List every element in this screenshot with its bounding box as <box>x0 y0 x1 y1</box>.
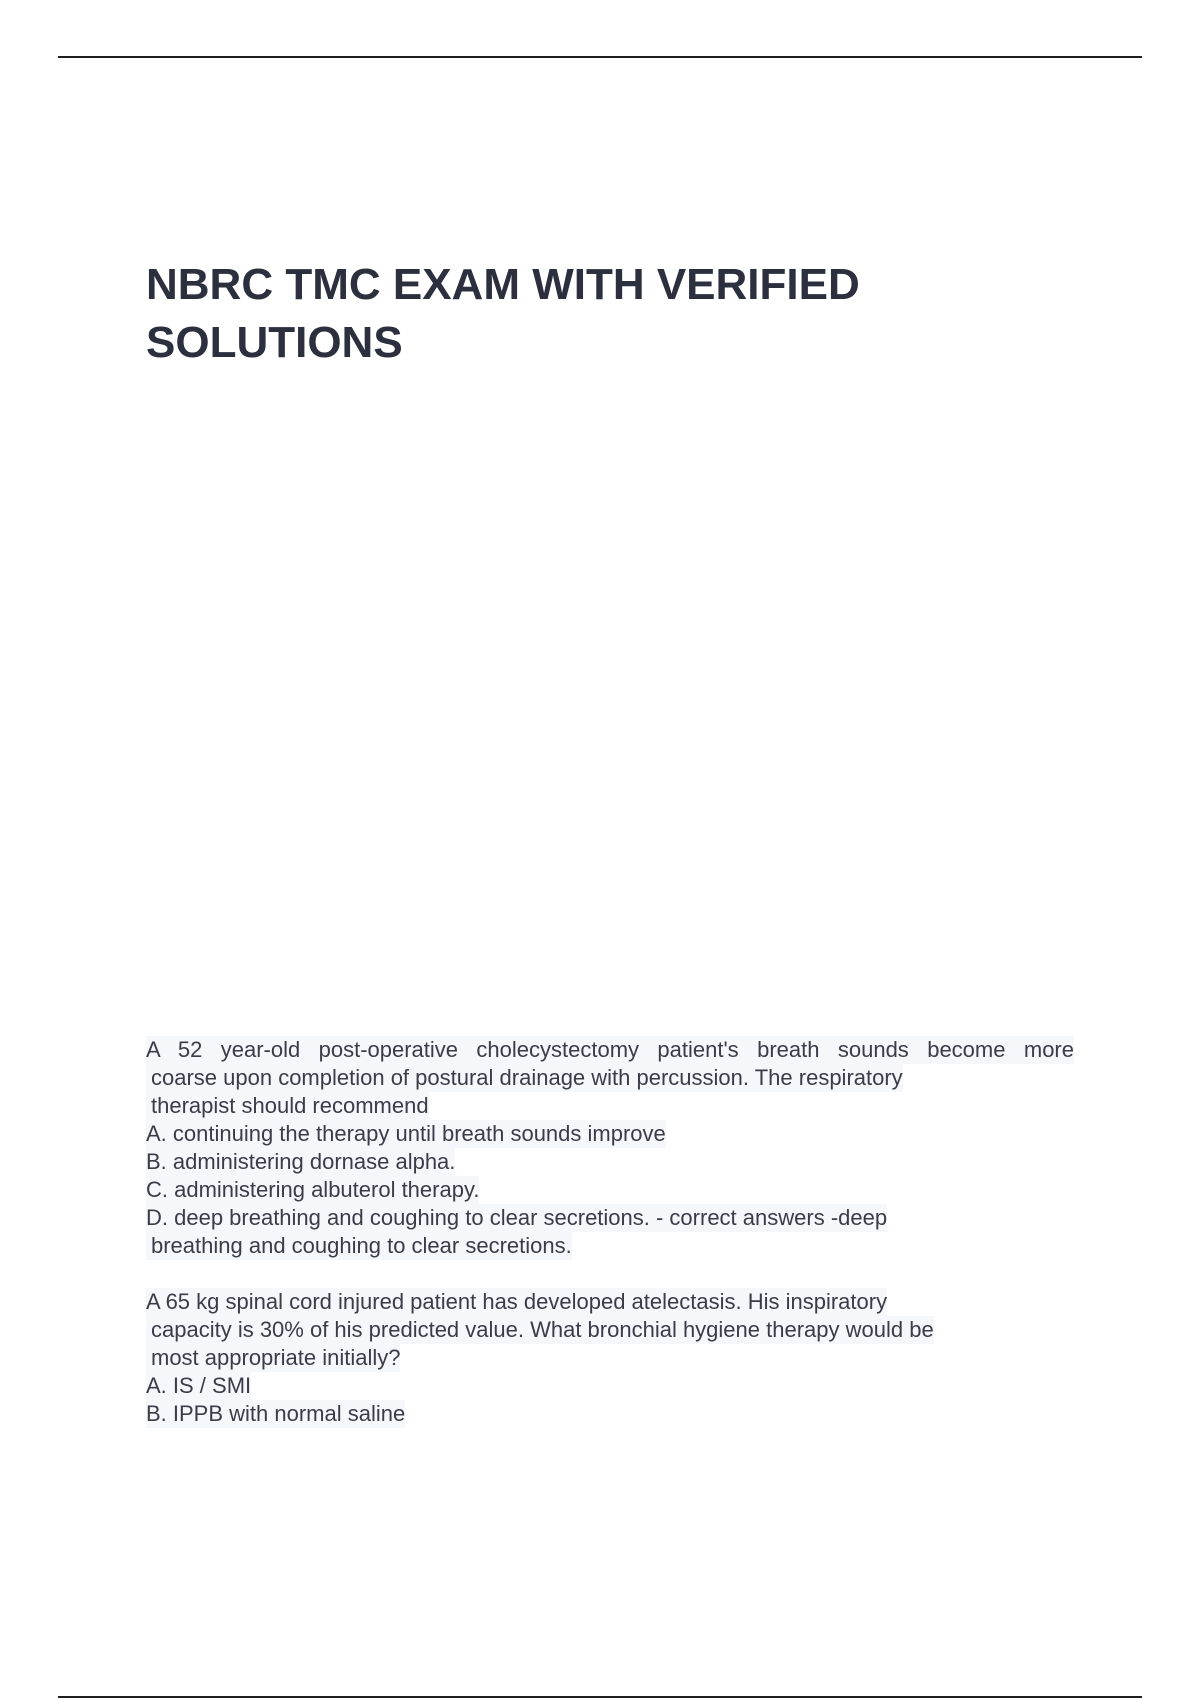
top-rule <box>58 56 1142 58</box>
question-2-stem-line-3: most appropriate initially? <box>146 1344 400 1372</box>
question-1-option-a: A. continuing the therapy until breath sounds improve <box>146 1121 666 1146</box>
title-line-2: SOLUTIONS <box>146 318 403 367</box>
question-1-answer: breathing and coughing to clear secretions. <box>146 1232 572 1260</box>
question-1-stem-line-1: A 52 year-old post-operative cholecystectomy patient's breath sounds become more <box>146 1037 1074 1062</box>
question-1-option-b: B. administering dornase alpha. <box>146 1149 456 1174</box>
question-1-stem-line-3: therapist should recommend <box>146 1092 429 1120</box>
question-2-option-b: B. IPPB with normal saline <box>146 1401 406 1426</box>
question-1-stem-line-2: coarse upon completion of postural drainage with percussion. The respiratory <box>146 1064 903 1092</box>
question-2-option-a: A. IS / SMI <box>146 1373 252 1398</box>
question-1 <box>146 1036 1086 1260</box>
questions-section <box>146 1036 1086 1456</box>
question-1-option-d: D. deep breathing and coughing to clear secretions. - correct answers -deep <box>146 1205 888 1230</box>
question-2-stem-line-2: capacity is 30% of his predicted value. What bronchial hygiene therapy would be <box>146 1316 934 1344</box>
question-2 <box>146 1288 1086 1428</box>
bottom-rule <box>58 1696 1142 1698</box>
question-2-stem-line-1: A 65 kg spinal cord injured patient has developed atelectasis. His inspiratory <box>146 1289 888 1314</box>
document-title <box>146 256 1106 372</box>
question-1-option-c: C. administering albuterol therapy. <box>146 1177 480 1202</box>
title-line-1: NBRC TMC EXAM WITH VERIFIED <box>146 260 860 309</box>
